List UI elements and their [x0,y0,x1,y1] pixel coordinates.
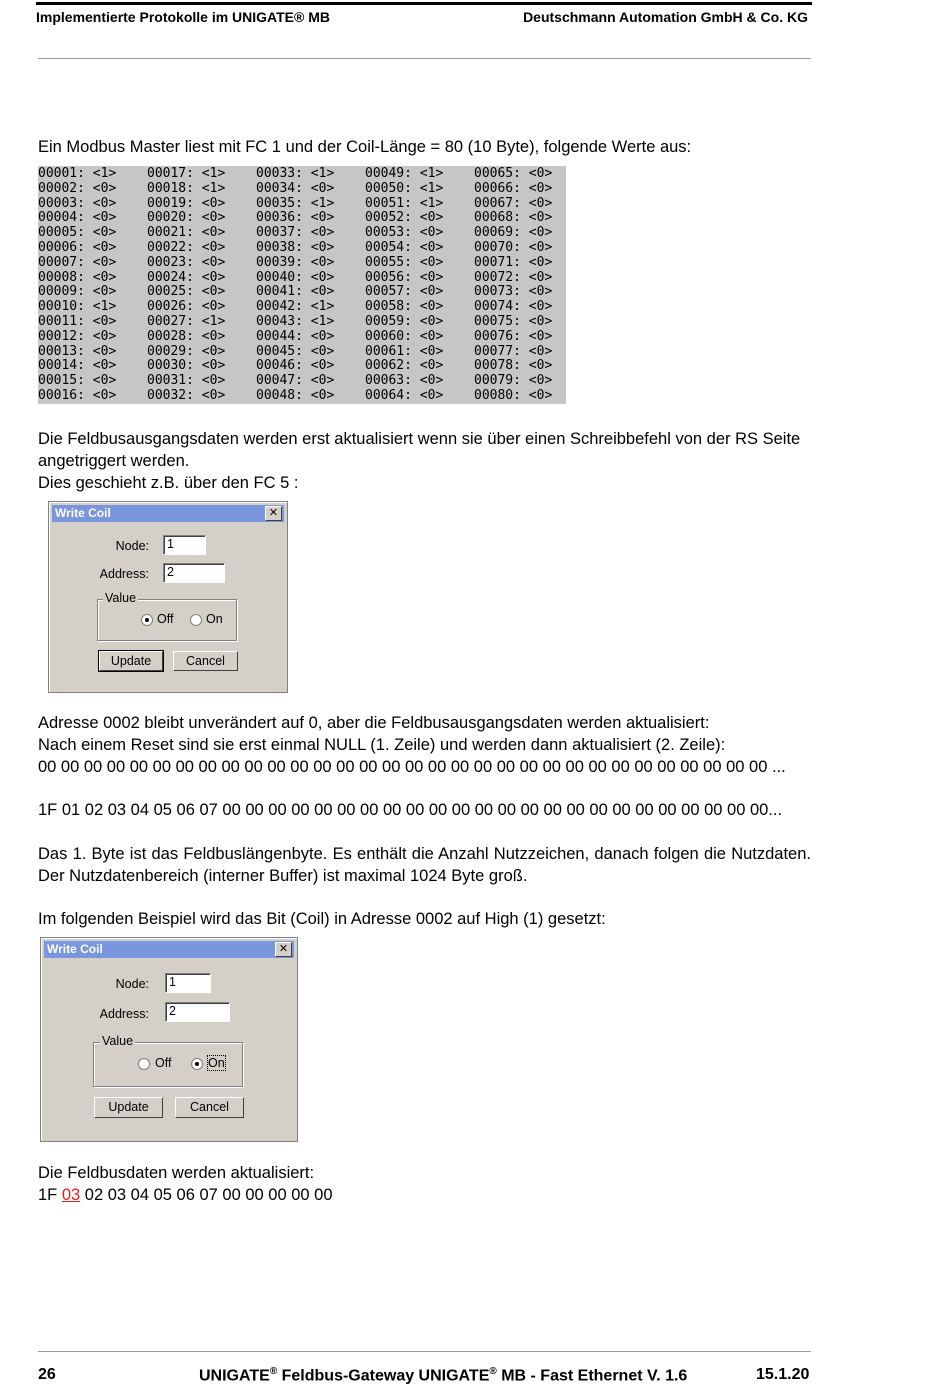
coil-entry: 00015: <0> [38,373,117,389]
coil-entry: 00046: <0> [256,358,335,374]
coil-entry: 00071: <0> [474,254,553,270]
coil-entry: 00056: <0> [365,269,444,285]
footer-title [199,1366,687,1385]
value-group-label: Value [102,1034,134,1048]
address-label: Address: [99,1007,149,1021]
update-button[interactable]: Update [94,1097,163,1118]
coil-entry: 00024: <0> [147,269,226,285]
coil-entry: 00009: <0> [38,284,117,300]
updated-data-line: 1F 01 02 03 04 05 06 07 00 00 00 00 00 00 00 00 00 00 00 00 00 00 00 00 00 00 00 00 00 00 00 00... [38,801,783,819]
footer-title-brand: UNIGATE [199,1367,270,1385]
coil-entry: 00039: <0> [256,254,335,270]
coil-entry: 00026: <0> [147,299,226,315]
off-radio[interactable] [138,1058,150,1070]
header-company: Deutschmann Automation GmbH & Co. KG [523,9,808,25]
coil-entry: 00029: <0> [147,343,226,359]
coil-entry: 00072: <0> [474,269,553,285]
address-label: Address: [99,567,149,581]
coil-entry: 00010: <1> [38,299,117,315]
coil-entry: 00003: <0> [38,195,117,211]
coil-entry: 00033: <1> [256,166,335,181]
coil-entry: 00002: <0> [38,180,117,196]
reset-paragraph [38,712,811,821]
coil-entry: 00025: <0> [147,284,226,300]
coil-entry: 00059: <0> [365,313,444,329]
length-byte-paragraph: Das 1. Byte ist das Feldbuslängenbyte. Es enthält die Anzahl Nutzzeichen, danach folgen die Nutzdaten. Der Nutzdatenbereich (interner Buffer) ist maximal 1024 Byte groß. [38,845,811,885]
close-icon[interactable]: ✕ [275,942,292,957]
footer-title-middle: Feldbus-Gateway UNIGATE [277,1367,490,1385]
off-radio-label: Off [155,1056,172,1070]
coil-entry: 00018: <1> [147,180,226,196]
coil-entry: 00069: <0> [474,225,553,241]
cancel-button[interactable]: Cancel [173,651,238,671]
node-label: Node: [115,977,149,991]
coil-entry: 00078: <0> [474,358,553,374]
coil-entry: 00074: <0> [474,299,553,315]
coil-entry: 00041: <0> [256,284,335,300]
coil-entry: 00061: <0> [365,343,444,359]
coil-entry: 00063: <0> [365,373,444,389]
dialog-title-bar [52,505,284,522]
coil-entry: 00035: <1> [256,195,335,211]
off-radio-label: Off [157,612,174,626]
on-radio[interactable] [190,614,202,626]
updated-text: Die Feldbusdaten werden aktualisiert: [38,1164,315,1182]
registered-mark: ® [489,1366,497,1377]
null-data-line: 00 00 00 00 00 00 00 00 00 00 00 00 00 00 00 00 00 00 00 00 00 00 00 00 00 00 00 00 00 00 00 00 ... [38,758,786,776]
coil-entry: 00079: <0> [474,373,553,389]
coil-entry: 00005: <0> [38,225,117,241]
coil-entry: 00075: <0> [474,313,553,329]
node-label: Node: [115,539,149,553]
coil-entry: 00049: <1> [365,166,444,181]
on-radio[interactable] [191,1058,203,1070]
registered-mark: ® [269,1366,278,1377]
coil-entry: 00044: <0> [256,328,335,344]
updated-bytes-line [38,1184,811,1206]
coil-entry: 00067: <0> [474,195,553,211]
coil-entry: 00017: <1> [147,166,226,181]
coil-entry: 00014: <0> [38,358,117,374]
coil-entry: 00040: <0> [256,269,335,285]
write-coil-dialog-on [40,937,298,1142]
coil-entry: 00028: <0> [147,328,226,344]
header-chapter-title: Implementierte Protokolle im UNIGATE® MB [36,9,330,25]
update-button[interactable]: Update [99,651,163,671]
coil-entry: 00031: <0> [147,373,226,389]
coil-entry: 00065: <0> [474,166,553,181]
length-byte: 1F [38,1186,62,1204]
coil-entry: 00008: <0> [38,269,117,285]
address-input[interactable]: 2 [165,1002,230,1022]
page-number: 26 [38,1366,56,1383]
address-input[interactable]: 2 [163,563,225,583]
coil-entry: 00080: <0> [474,387,553,403]
coil-entry: 00021: <0> [147,225,226,241]
fc5-text: Dies geschieht z.B. über den FC 5 : [38,474,299,492]
coil-column [256,167,334,404]
off-radio[interactable] [141,614,153,626]
coil-entry: 00073: <0> [474,284,553,300]
coil-entry: 00051: <1> [365,195,444,211]
coil-entry: 00053: <0> [365,225,444,241]
coil-entry: 00050: <1> [365,180,444,196]
coil-entry: 00054: <0> [365,239,444,255]
coil-entry: 00006: <0> [38,239,117,255]
coil-entry: 00042: <1> [256,299,335,315]
coil-entry: 00034: <0> [256,180,335,196]
coil-entry: 00013: <0> [38,343,117,359]
coil-entry: 00048: <0> [256,387,335,403]
coil-entry: 00047: <0> [256,373,335,389]
coil-entry: 00064: <0> [365,387,444,403]
coil-column [38,167,116,404]
coil-entry: 00012: <0> [38,328,117,344]
coil-entry: 00007: <0> [38,254,117,270]
on-radio-label: On [208,1056,225,1070]
trigger-text: Die Feldbusausgangsdaten werden erst aktualisiert wenn sie über einen Schreibbefehl von der RS Seite angetriggert werden. [38,430,801,470]
reset-null-text: Nach einem Reset sind sie erst einmal NULL (1. Zeile) und werden dann aktualisiert (2. Zeile): [38,736,726,754]
dialog-title-bar [44,941,294,958]
coil-entry: 00066: <0> [474,180,553,196]
intro-paragraph: Ein Modbus Master liest mit FC 1 und der Coil-Länge = 80 (10 Byte), folgende Werte aus: [38,138,692,156]
coil-entry: 00011: <0> [38,313,117,329]
coil-entry: 00052: <0> [365,210,444,226]
coil-entry: 00020: <0> [147,210,226,226]
coil-entry: 00077: <0> [474,343,553,359]
updated-data-paragraph [38,1162,811,1206]
footer-rule [38,1351,811,1352]
coil-entry: 00016: <0> [38,387,117,403]
coil-values-table [38,166,566,404]
node-input[interactable]: 1 [163,535,206,555]
coil-entry: 00004: <0> [38,210,117,226]
coil-entry: 00030: <0> [147,358,226,374]
cancel-button[interactable]: Cancel [175,1097,244,1118]
coil-entry: 00023: <0> [147,254,226,270]
footer-title-end: MB - Fast Ethernet V. 1.6 [496,1367,688,1385]
address-unchanged-text: Adresse 0002 bleibt unverändert auf 0, aber die Feldbusausgangsdaten werden aktualisiert: [38,714,710,732]
coil-entry: 00038: <0> [256,239,335,255]
coil-entry: 00055: <0> [365,254,444,270]
on-radio-label: On [206,612,223,626]
coil-entry: 00076: <0> [474,328,553,344]
coil-entry: 00019: <0> [147,195,226,211]
header-rule-top [36,2,812,5]
coil-entry: 00032: <0> [147,387,226,403]
dialog-title: Write Coil [55,506,111,520]
footer-date: 15.1.20 [756,1366,810,1383]
dialog-title: Write Coil [47,942,103,956]
node-input[interactable]: 1 [165,973,211,993]
coil-entry: 00001: <1> [38,166,117,181]
coil-entry: 00058: <0> [365,299,444,315]
value-groupbox [97,591,237,641]
coil-column [365,167,443,404]
coil-column [147,167,225,404]
write-coil-dialog-off [48,501,288,693]
value-group-label: Value [105,591,137,605]
coil-entry: 00057: <0> [365,284,444,300]
remaining-bytes: 02 03 04 05 06 07 00 00 00 00 00 [80,1186,333,1204]
close-icon[interactable]: ✕ [265,506,282,521]
coil-entry: 00027: <1> [147,313,226,329]
trigger-paragraph [38,428,811,494]
coil-entry: 00062: <0> [365,358,444,374]
changed-byte: 03 [61,1186,81,1204]
coil-entry: 00022: <0> [147,239,226,255]
coil-entry: 00036: <0> [256,210,335,226]
coil-entry: 00037: <0> [256,225,335,241]
coil-column [474,167,552,404]
coil-entry: 00043: <1> [256,313,335,329]
coil-entry: 00045: <0> [256,343,335,359]
coil-entry: 00060: <0> [365,328,444,344]
coil-entry: 00070: <0> [474,239,553,255]
value-groupbox [93,1034,243,1087]
high-example-paragraph: Im folgenden Beispiel wird das Bit (Coil) in Adresse 0002 auf High (1) gesetzt: [38,910,606,928]
header-rule-bottom [38,58,811,59]
coil-entry: 00068: <0> [474,210,553,226]
